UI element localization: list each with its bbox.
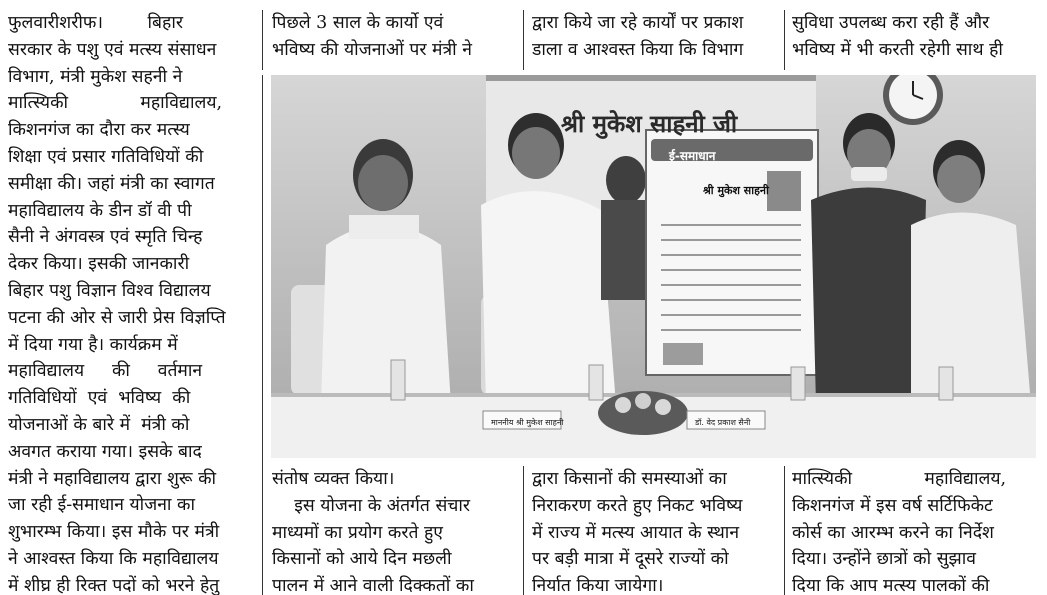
article-line: शिक्षा एवं प्रसार गतिविधियों की (8, 146, 204, 167)
article-line: संतोष व्यक्त किया। (272, 469, 395, 489)
article-line: द्वारा किसानों की समस्याओं का (532, 469, 727, 489)
column-rule (523, 10, 524, 70)
article-line: विभाग, मंत्री मुकेश सहनी ने (8, 66, 183, 87)
column-rule (523, 466, 524, 595)
article-line: इस योजना के अंतर्गत संचार (272, 495, 471, 516)
article-line: में शीघ्र ही रिक्त पदों को भरने हेतु (8, 575, 220, 595)
banner-name-text: श्री मुकेश साहनी जी (561, 110, 738, 138)
article-column-3-top (532, 10, 776, 70)
column-rule (784, 466, 785, 595)
article-column-2-bottom (272, 466, 516, 595)
article-line: में दिया गया है। कार्यक्रम में (8, 334, 178, 355)
article-line: निर्यात किया जायेगा। (532, 576, 664, 595)
article-column-3-bottom (532, 466, 776, 595)
article-column-4-bottom (792, 466, 1038, 595)
article-line: मात्स्यिकी महाविद्यालय, (792, 469, 1007, 489)
article-line: माध्यमों का प्रयोग करते हुए (272, 522, 443, 543)
article-line: अवगत कराया गया। इसके बाद (8, 441, 202, 462)
article-line: द्वारा किये जा रहे कार्यों पर प्रकाश (532, 13, 744, 33)
article-line: मात्स्यिकी महाविद्यालय, (8, 93, 223, 114)
article-line: समीक्षा की। जहां मंत्री का स्वागत (8, 173, 215, 194)
name-plate-right: डॉ. वेद प्रकाश सैनी (695, 418, 751, 427)
article-line: कोर्स का आरम्भ करने का निर्देश (792, 522, 994, 543)
article-line: गतिविधियों एवं भविष्य की (8, 388, 191, 409)
article-line: भविष्य की योजनाओं पर मंत्री ने (272, 39, 472, 60)
article-line: बिहार पशु विज्ञान विश्व विद्यालय (8, 280, 211, 301)
name-plate-left: माननीय श्री मुकेश साहनी (491, 418, 564, 427)
article-line: महाविद्यालय की वर्तमान (8, 361, 203, 382)
article-line: महाविद्यालय के डीन डॉ वी पी (8, 200, 192, 221)
column-rule (262, 10, 263, 70)
article-column-2-top (272, 10, 516, 70)
article-line: किशनगंज का दौरा कर मत्स्य (8, 120, 190, 141)
poster-name-text: श्री मुकेश साहनी (703, 184, 769, 197)
article-line: पटना की ओर से जारी प्रेस विज्ञप्ति (8, 307, 226, 328)
article-line: दिया कि आप मत्स्य पालकों की (792, 576, 990, 595)
poster-title-text: ई-समाधान (669, 149, 716, 163)
article-line: ने आश्वस्त किया कि महाविद्यालय (8, 548, 219, 569)
article-line: शुभारम्भ किया। इस मौके पर मंत्री (8, 522, 220, 543)
article-line: योजनाओं के बारे में मंत्री को (8, 414, 190, 435)
article-column-1 (8, 10, 253, 595)
article-line: पिछले 3 साल के कार्यो एवं (272, 13, 444, 33)
article-line: सैनी ने अंगवस्त्र एवं स्मृति चिन्ह (8, 227, 203, 248)
article-line: किसानों को आये दिन मछली (272, 549, 452, 570)
article-line: पालन में आने वाली दिक्कतों का (272, 576, 474, 595)
article-line: जा रही ई-समाधान योजना का (8, 495, 195, 516)
article-column-4-top (792, 10, 1038, 70)
article-line: फुलवारीशरीफ। बिहार (8, 13, 184, 33)
article-line: में राज्य में मत्स्य आयात के स्थान (532, 522, 740, 543)
article-line: सुविधा उपलब्ध करा रही हैं और (792, 13, 990, 33)
article-line: डाला व आश्वस्त किया कि विभाग (532, 39, 744, 60)
article-line: देकर किया। इसकी जानकारी (8, 254, 190, 275)
article-line: किशनगंज में इस वर्ष सर्टिफिकेट (792, 495, 993, 516)
article-line: दिया। उन्होंने छात्रों को सुझाव (792, 549, 977, 570)
article-line: निराकरण करते हुए निकट भविष्य (532, 495, 743, 516)
article-line: भविष्य में भी करती रहेगी साथ ही (792, 39, 1003, 60)
article-line: सरकार के पशु एवं मत्स्य संसाधन (8, 39, 217, 60)
article-line: मंत्री ने महाविद्यालय द्वारा शुरू की (8, 468, 217, 489)
article-line: पर बड़ी मात्रा में दूसरे राज्यों को (532, 549, 729, 570)
news-photo (271, 75, 1036, 458)
column-rule (262, 75, 263, 595)
column-rule (784, 10, 785, 70)
